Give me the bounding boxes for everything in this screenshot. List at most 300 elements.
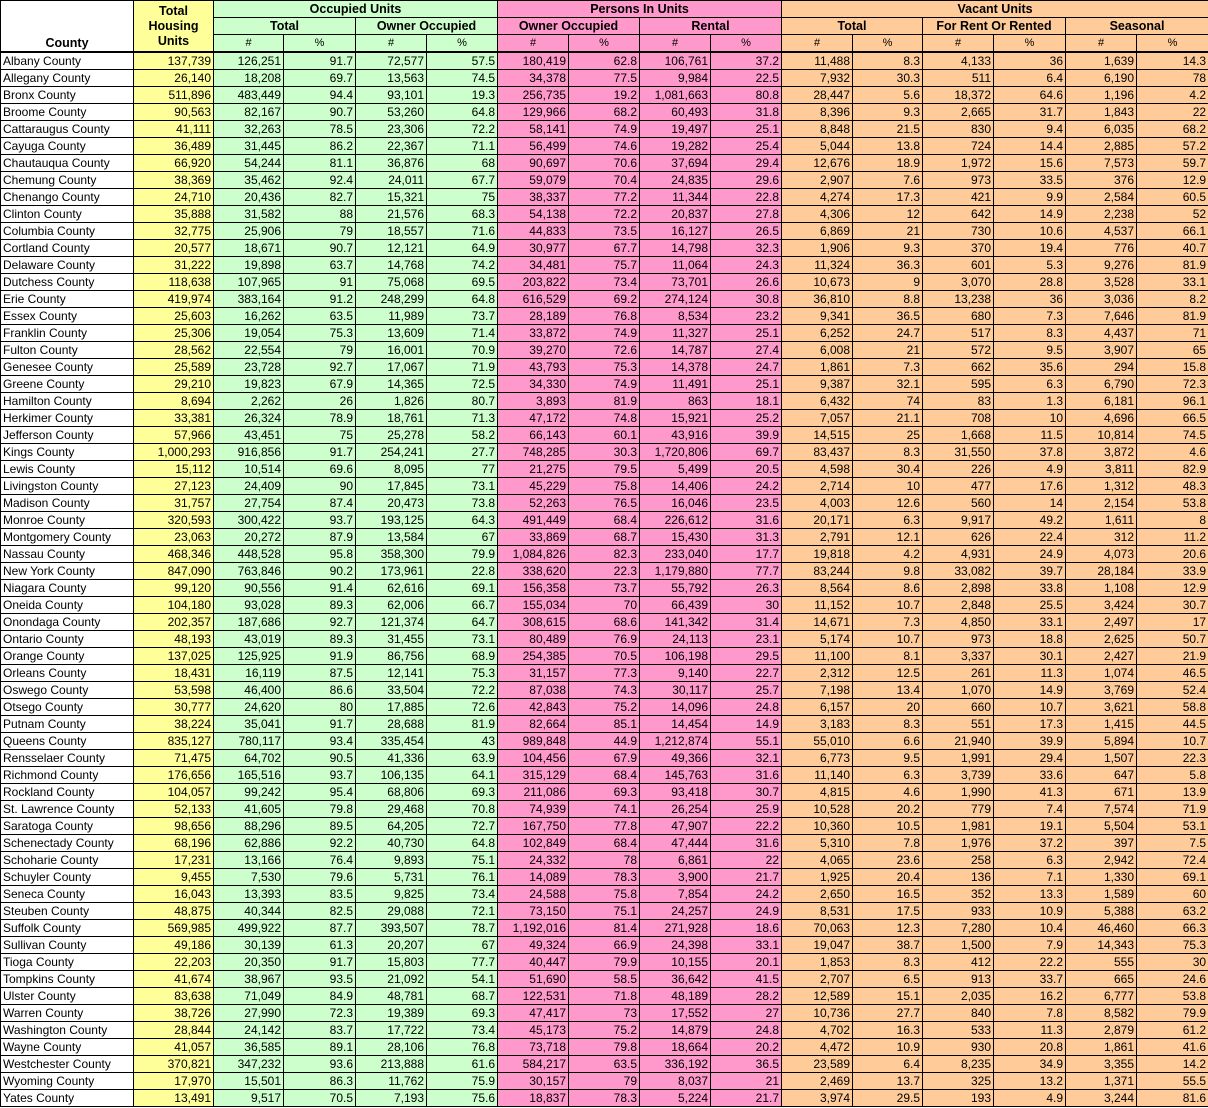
table-row xyxy=(1,648,1208,665)
table-header xyxy=(1,1,1208,53)
cell-persons-rental-percent: 29.5 xyxy=(711,648,782,665)
table-row xyxy=(1,291,1208,308)
cell-county: Monroe County xyxy=(1,512,134,529)
cell-vacant-for-rent-count: 517 xyxy=(923,325,994,342)
table-row xyxy=(1,1090,1208,1107)
cell-total-housing-units: 31,222 xyxy=(134,257,214,274)
cell-vacant-total-count: 19,818 xyxy=(782,546,853,563)
cell-persons-rental-count: 14,406 xyxy=(640,478,711,495)
table-row xyxy=(1,223,1208,240)
table-row xyxy=(1,784,1208,801)
column-count-label: # xyxy=(640,35,711,53)
table-row xyxy=(1,767,1208,784)
cell-persons-rental-percent: 23.5 xyxy=(711,495,782,512)
cell-total-housing-units: 28,562 xyxy=(134,342,214,359)
cell-vacant-for-rent-count: 226 xyxy=(923,461,994,478)
cell-total-housing-units: 41,674 xyxy=(134,971,214,988)
cell-county: Sullivan County xyxy=(1,937,134,954)
cell-vacant-seasonal-percent: 58.8 xyxy=(1137,699,1208,716)
cell-vacant-for-rent-count: 261 xyxy=(923,665,994,682)
cell-persons-rental-count: 145,763 xyxy=(640,767,711,784)
cell-persons-rental-percent: 21 xyxy=(711,1073,782,1090)
cell-persons-rental-percent: 69.7 xyxy=(711,444,782,461)
cell-occupied-total-percent: 95.8 xyxy=(284,546,356,563)
cell-persons-rental-count: 5,499 xyxy=(640,461,711,478)
cell-occupied-owner-count: 53,260 xyxy=(356,104,427,121)
cell-vacant-total-percent: 30.3 xyxy=(853,70,923,87)
cell-vacant-total-count: 7,932 xyxy=(782,70,853,87)
cell-persons-rental-count: 1,212,874 xyxy=(640,733,711,750)
cell-occupied-owner-count: 17,722 xyxy=(356,1022,427,1039)
cell-occupied-owner-percent: 69.3 xyxy=(427,1005,498,1022)
cell-county: New York County xyxy=(1,563,134,580)
cell-vacant-total-count: 1,906 xyxy=(782,240,853,257)
cell-occupied-total-percent: 87.9 xyxy=(284,529,356,546)
cell-occupied-owner-count: 20,473 xyxy=(356,495,427,512)
cell-occupied-owner-count: 13,584 xyxy=(356,529,427,546)
cell-occupied-total-count: 19,898 xyxy=(214,257,284,274)
cell-occupied-total-count: 7,530 xyxy=(214,869,284,886)
cell-county: Putnam County xyxy=(1,716,134,733)
cell-vacant-total-percent: 6.6 xyxy=(853,733,923,750)
cell-vacant-for-rent-percent: 20.8 xyxy=(994,1039,1066,1056)
cell-vacant-seasonal-count: 376 xyxy=(1066,172,1137,189)
cell-vacant-for-rent-percent: 22.4 xyxy=(994,529,1066,546)
cell-vacant-seasonal-percent: 11.2 xyxy=(1137,529,1208,546)
table-row xyxy=(1,682,1208,699)
cell-vacant-total-percent: 10.9 xyxy=(853,1039,923,1056)
cell-vacant-total-percent: 36.3 xyxy=(853,257,923,274)
cell-persons-owner-count: 38,337 xyxy=(498,189,569,206)
cell-vacant-seasonal-percent: 15.8 xyxy=(1137,359,1208,376)
cell-persons-rental-count: 14,798 xyxy=(640,240,711,257)
cell-vacant-for-rent-count: 33,082 xyxy=(923,563,994,580)
cell-occupied-owner-count: 36,876 xyxy=(356,155,427,172)
cell-persons-rental-percent: 22 xyxy=(711,852,782,869)
table-row xyxy=(1,852,1208,869)
cell-county: Tioga County xyxy=(1,954,134,971)
cell-occupied-owner-percent: 19.3 xyxy=(427,87,498,104)
cell-occupied-total-count: 187,686 xyxy=(214,614,284,631)
cell-vacant-seasonal-percent: 81.9 xyxy=(1137,257,1208,274)
cell-occupied-owner-count: 93,101 xyxy=(356,87,427,104)
cell-persons-rental-count: 30,117 xyxy=(640,682,711,699)
cell-persons-rental-percent: 29.6 xyxy=(711,172,782,189)
cell-occupied-owner-percent: 27.7 xyxy=(427,444,498,461)
cell-occupied-total-count: 36,585 xyxy=(214,1039,284,1056)
cell-occupied-owner-percent: 64.8 xyxy=(427,291,498,308)
cell-vacant-for-rent-percent: 8.3 xyxy=(994,325,1066,342)
cell-persons-owner-percent: 74.1 xyxy=(569,801,640,818)
cell-occupied-total-percent: 81.1 xyxy=(284,155,356,172)
cell-persons-rental-count: 24,835 xyxy=(640,172,711,189)
cell-occupied-owner-percent: 68.7 xyxy=(427,988,498,1005)
cell-persons-owner-percent: 74.9 xyxy=(569,325,640,342)
cell-occupied-owner-count: 5,731 xyxy=(356,869,427,886)
cell-vacant-for-rent-count: 601 xyxy=(923,257,994,274)
cell-persons-owner-count: 21,275 xyxy=(498,461,569,478)
cell-occupied-owner-percent: 81.9 xyxy=(427,716,498,733)
cell-vacant-total-percent: 23.6 xyxy=(853,852,923,869)
cell-vacant-for-rent-count: 258 xyxy=(923,852,994,869)
cell-occupied-total-percent: 61.3 xyxy=(284,937,356,954)
cell-vacant-seasonal-count: 1,861 xyxy=(1066,1039,1137,1056)
cell-vacant-seasonal-count: 3,424 xyxy=(1066,597,1137,614)
cell-vacant-for-rent-percent: 37.8 xyxy=(994,444,1066,461)
cell-vacant-seasonal-percent: 81.9 xyxy=(1137,308,1208,325)
cell-vacant-seasonal-count: 294 xyxy=(1066,359,1137,376)
cell-vacant-for-rent-count: 660 xyxy=(923,699,994,716)
cell-persons-owner-count: 30,977 xyxy=(498,240,569,257)
cell-vacant-for-rent-percent: 14 xyxy=(994,495,1066,512)
cell-persons-rental-count: 20,837 xyxy=(640,206,711,223)
cell-persons-owner-count: 1,084,826 xyxy=(498,546,569,563)
cell-vacant-seasonal-count: 3,907 xyxy=(1066,342,1137,359)
cell-vacant-seasonal-count: 1,843 xyxy=(1066,104,1137,121)
cell-occupied-total-count: 383,164 xyxy=(214,291,284,308)
cell-persons-rental-percent: 36.5 xyxy=(711,1056,782,1073)
cell-persons-owner-percent: 68.4 xyxy=(569,835,640,852)
table-row xyxy=(1,461,1208,478)
cell-occupied-owner-percent: 69.1 xyxy=(427,580,498,597)
subheader-persons-owner: Owner Occupied xyxy=(498,18,640,35)
cell-occupied-total-percent: 95.4 xyxy=(284,784,356,801)
cell-persons-rental-percent: 25.9 xyxy=(711,801,782,818)
cell-persons-rental-count: 18,664 xyxy=(640,1039,711,1056)
cell-vacant-total-percent: 6.5 xyxy=(853,971,923,988)
cell-occupied-owner-count: 15,803 xyxy=(356,954,427,971)
cell-county: Westchester County xyxy=(1,1056,134,1073)
cell-county: Clinton County xyxy=(1,206,134,223)
cell-persons-owner-count: 73,150 xyxy=(498,903,569,920)
cell-vacant-total-percent: 13.4 xyxy=(853,682,923,699)
cell-vacant-total-count: 11,100 xyxy=(782,648,853,665)
cell-county: Chemung County xyxy=(1,172,134,189)
cell-occupied-total-percent: 67.9 xyxy=(284,376,356,393)
cell-persons-rental-count: 14,378 xyxy=(640,359,711,376)
cell-occupied-owner-percent: 77 xyxy=(427,461,498,478)
cell-persons-owner-count: 155,034 xyxy=(498,597,569,614)
cell-vacant-total-count: 6,432 xyxy=(782,393,853,410)
cell-occupied-total-percent: 87.5 xyxy=(284,665,356,682)
cell-persons-owner-count: 90,697 xyxy=(498,155,569,172)
cell-occupied-owner-count: 62,616 xyxy=(356,580,427,597)
cell-vacant-seasonal-percent: 82.9 xyxy=(1137,461,1208,478)
cell-occupied-total-percent: 69.6 xyxy=(284,461,356,478)
cell-persons-owner-count: 122,531 xyxy=(498,988,569,1005)
cell-vacant-seasonal-count: 1,415 xyxy=(1066,716,1137,733)
cell-vacant-seasonal-count: 1,312 xyxy=(1066,478,1137,495)
cell-occupied-total-percent: 69.7 xyxy=(284,70,356,87)
cell-vacant-seasonal-percent: 30.7 xyxy=(1137,597,1208,614)
cell-occupied-total-count: 165,516 xyxy=(214,767,284,784)
cell-vacant-seasonal-percent: 72.3 xyxy=(1137,376,1208,393)
cell-vacant-total-count: 36,810 xyxy=(782,291,853,308)
cell-persons-rental-count: 16,127 xyxy=(640,223,711,240)
cell-total-housing-units: 511,896 xyxy=(134,87,214,104)
cell-vacant-for-rent-percent: 49.2 xyxy=(994,512,1066,529)
cell-persons-rental-percent: 77.7 xyxy=(711,563,782,580)
table-row xyxy=(1,1005,1208,1022)
cell-total-housing-units: 176,656 xyxy=(134,767,214,784)
cell-vacant-total-count: 8,564 xyxy=(782,580,853,597)
cell-persons-rental-count: 47,444 xyxy=(640,835,711,852)
cell-vacant-for-rent-percent: 24.9 xyxy=(994,546,1066,563)
cell-vacant-seasonal-percent: 4.6 xyxy=(1137,444,1208,461)
cell-vacant-seasonal-count: 2,154 xyxy=(1066,495,1137,512)
cell-vacant-seasonal-count: 3,244 xyxy=(1066,1090,1137,1107)
cell-occupied-owner-count: 358,300 xyxy=(356,546,427,563)
cell-vacant-seasonal-count: 3,355 xyxy=(1066,1056,1137,1073)
cell-county: Schuyler County xyxy=(1,869,134,886)
cell-vacant-seasonal-count: 6,181 xyxy=(1066,393,1137,410)
cell-county: Livingston County xyxy=(1,478,134,495)
cell-persons-rental-count: 15,430 xyxy=(640,529,711,546)
cell-occupied-owner-percent: 71.3 xyxy=(427,410,498,427)
cell-vacant-total-count: 11,488 xyxy=(782,52,853,70)
cell-vacant-for-rent-percent: 1.3 xyxy=(994,393,1066,410)
cell-persons-rental-count: 24,398 xyxy=(640,937,711,954)
cell-vacant-total-count: 3,183 xyxy=(782,716,853,733)
cell-persons-rental-percent: 25.2 xyxy=(711,410,782,427)
cell-vacant-for-rent-count: 3,337 xyxy=(923,648,994,665)
cell-persons-owner-percent: 75.2 xyxy=(569,1022,640,1039)
cell-total-housing-units: 1,000,293 xyxy=(134,444,214,461)
cell-vacant-seasonal-count: 3,872 xyxy=(1066,444,1137,461)
cell-vacant-for-rent-count: 933 xyxy=(923,903,994,920)
cell-persons-rental-count: 17,552 xyxy=(640,1005,711,1022)
cell-total-housing-units: 26,140 xyxy=(134,70,214,87)
column-percent-label: % xyxy=(853,35,923,53)
cell-persons-rental-count: 37,694 xyxy=(640,155,711,172)
cell-persons-rental-count: 5,224 xyxy=(640,1090,711,1107)
cell-vacant-seasonal-count: 1,371 xyxy=(1066,1073,1137,1090)
cell-county: Greene County xyxy=(1,376,134,393)
cell-vacant-for-rent-percent: 10.7 xyxy=(994,699,1066,716)
cell-vacant-for-rent-count: 595 xyxy=(923,376,994,393)
cell-persons-rental-count: 336,192 xyxy=(640,1056,711,1073)
cell-vacant-total-percent: 15.1 xyxy=(853,988,923,1005)
cell-vacant-total-count: 11,324 xyxy=(782,257,853,274)
cell-persons-owner-count: 52,263 xyxy=(498,495,569,512)
cell-occupied-owner-percent: 69.3 xyxy=(427,784,498,801)
cell-occupied-total-count: 107,965 xyxy=(214,274,284,291)
table-row xyxy=(1,52,1208,70)
cell-county: Oswego County xyxy=(1,682,134,699)
table-row xyxy=(1,716,1208,733)
cell-vacant-total-count: 2,714 xyxy=(782,478,853,495)
cell-occupied-owner-count: 29,468 xyxy=(356,801,427,818)
cell-vacant-total-count: 1,861 xyxy=(782,359,853,376)
cell-vacant-for-rent-count: 31,550 xyxy=(923,444,994,461)
cell-county: Dutchess County xyxy=(1,274,134,291)
cell-total-housing-units: 419,974 xyxy=(134,291,214,308)
cell-vacant-seasonal-count: 776 xyxy=(1066,240,1137,257)
cell-persons-owner-percent: 75.3 xyxy=(569,359,640,376)
cell-vacant-seasonal-percent: 74.5 xyxy=(1137,427,1208,444)
cell-persons-owner-percent: 76.8 xyxy=(569,308,640,325)
cell-vacant-total-percent: 32.1 xyxy=(853,376,923,393)
cell-vacant-for-rent-count: 973 xyxy=(923,172,994,189)
cell-occupied-owner-percent: 69.5 xyxy=(427,274,498,291)
cell-vacant-seasonal-count: 5,894 xyxy=(1066,733,1137,750)
cell-occupied-total-count: 64,702 xyxy=(214,750,284,767)
cell-persons-owner-count: 308,615 xyxy=(498,614,569,631)
cell-occupied-owner-count: 7,193 xyxy=(356,1090,427,1107)
cell-vacant-total-percent: 9.8 xyxy=(853,563,923,580)
cell-persons-owner-count: 45,229 xyxy=(498,478,569,495)
table-row xyxy=(1,478,1208,495)
cell-occupied-owner-count: 19,389 xyxy=(356,1005,427,1022)
cell-vacant-total-percent: 12.3 xyxy=(853,920,923,937)
cell-county: Seneca County xyxy=(1,886,134,903)
cell-vacant-seasonal-count: 10,814 xyxy=(1066,427,1137,444)
cell-persons-owner-count: 1,192,016 xyxy=(498,920,569,937)
cell-occupied-total-percent: 92.4 xyxy=(284,172,356,189)
cell-persons-rental-percent: 31.8 xyxy=(711,104,782,121)
cell-vacant-seasonal-count: 4,437 xyxy=(1066,325,1137,342)
cell-persons-owner-percent: 75.2 xyxy=(569,699,640,716)
cell-total-housing-units: 847,090 xyxy=(134,563,214,580)
cell-total-housing-units: 9,455 xyxy=(134,869,214,886)
cell-occupied-owner-percent: 72.2 xyxy=(427,682,498,699)
cell-total-housing-units: 41,057 xyxy=(134,1039,214,1056)
cell-occupied-owner-count: 18,761 xyxy=(356,410,427,427)
cell-persons-rental-percent: 31.3 xyxy=(711,529,782,546)
cell-occupied-total-count: 23,728 xyxy=(214,359,284,376)
cell-total-housing-units: 29,210 xyxy=(134,376,214,393)
cell-vacant-for-rent-count: 370 xyxy=(923,240,994,257)
cell-vacant-for-rent-percent: 33.6 xyxy=(994,767,1066,784)
cell-vacant-seasonal-count: 1,108 xyxy=(1066,580,1137,597)
cell-occupied-owner-percent: 77.7 xyxy=(427,954,498,971)
cell-persons-rental-count: 271,928 xyxy=(640,920,711,937)
cell-vacant-total-percent: 29.5 xyxy=(853,1090,923,1107)
cell-occupied-total-count: 31,445 xyxy=(214,138,284,155)
cell-persons-rental-percent: 24.9 xyxy=(711,903,782,920)
cell-persons-owner-percent: 77.3 xyxy=(569,665,640,682)
cell-vacant-for-rent-percent: 25.5 xyxy=(994,597,1066,614)
cell-occupied-total-percent: 90.2 xyxy=(284,563,356,580)
cell-vacant-seasonal-percent: 66.5 xyxy=(1137,410,1208,427)
table-row xyxy=(1,1022,1208,1039)
cell-vacant-for-rent-percent: 14.9 xyxy=(994,206,1066,223)
cell-persons-owner-percent: 73.5 xyxy=(569,223,640,240)
cell-occupied-owner-count: 9,825 xyxy=(356,886,427,903)
cell-total-housing-units: 57,966 xyxy=(134,427,214,444)
cell-occupied-total-percent: 92.7 xyxy=(284,359,356,376)
cell-vacant-total-percent: 8.3 xyxy=(853,954,923,971)
cell-county: Jefferson County xyxy=(1,427,134,444)
column-percent-label: % xyxy=(994,35,1066,53)
cell-vacant-seasonal-count: 1,074 xyxy=(1066,665,1137,682)
cell-vacant-seasonal-percent: 44.5 xyxy=(1137,716,1208,733)
cell-persons-owner-percent: 77.2 xyxy=(569,189,640,206)
cell-persons-owner-percent: 63.5 xyxy=(569,1056,640,1073)
cell-vacant-total-count: 10,736 xyxy=(782,1005,853,1022)
cell-vacant-for-rent-count: 724 xyxy=(923,138,994,155)
cell-vacant-seasonal-count: 46,460 xyxy=(1066,920,1137,937)
cell-persons-rental-count: 16,046 xyxy=(640,495,711,512)
cell-persons-owner-percent: 79.9 xyxy=(569,954,640,971)
cell-occupied-owner-count: 335,454 xyxy=(356,733,427,750)
cell-occupied-total-percent: 89.5 xyxy=(284,818,356,835)
cell-occupied-total-percent: 63.5 xyxy=(284,308,356,325)
cell-persons-rental-count: 26,254 xyxy=(640,801,711,818)
table-row xyxy=(1,529,1208,546)
cell-vacant-total-count: 4,065 xyxy=(782,852,853,869)
cell-vacant-total-count: 14,515 xyxy=(782,427,853,444)
header-total-housing-line: Units xyxy=(157,33,190,48)
cell-vacant-total-percent: 10.7 xyxy=(853,597,923,614)
cell-persons-owner-percent: 70.6 xyxy=(569,155,640,172)
cell-persons-rental-percent: 25.4 xyxy=(711,138,782,155)
cell-persons-owner-count: 56,499 xyxy=(498,138,569,155)
cell-occupied-total-percent: 82.7 xyxy=(284,189,356,206)
cell-persons-rental-count: 9,140 xyxy=(640,665,711,682)
cell-occupied-total-count: 88,296 xyxy=(214,818,284,835)
cell-vacant-total-count: 83,437 xyxy=(782,444,853,461)
cell-persons-rental-count: 106,198 xyxy=(640,648,711,665)
cell-persons-owner-count: 156,358 xyxy=(498,580,569,597)
cell-vacant-for-rent-count: 840 xyxy=(923,1005,994,1022)
cell-vacant-for-rent-percent: 19.1 xyxy=(994,818,1066,835)
table-row xyxy=(1,342,1208,359)
cell-vacant-for-rent-count: 4,850 xyxy=(923,614,994,631)
cell-persons-rental-count: 7,854 xyxy=(640,886,711,903)
cell-persons-rental-percent: 30 xyxy=(711,597,782,614)
cell-county: Albany County xyxy=(1,52,134,70)
cell-vacant-for-rent-count: 325 xyxy=(923,1073,994,1090)
cell-vacant-for-rent-count: 352 xyxy=(923,886,994,903)
cell-persons-rental-percent: 26.3 xyxy=(711,580,782,597)
cell-vacant-seasonal-count: 647 xyxy=(1066,767,1137,784)
cell-occupied-total-count: 82,167 xyxy=(214,104,284,121)
cell-vacant-for-rent-percent: 7.4 xyxy=(994,801,1066,818)
cell-vacant-total-count: 55,010 xyxy=(782,733,853,750)
cell-occupied-owner-percent: 71.6 xyxy=(427,223,498,240)
cell-persons-owner-count: 47,172 xyxy=(498,410,569,427)
cell-occupied-owner-count: 41,336 xyxy=(356,750,427,767)
cell-vacant-total-percent: 4.6 xyxy=(853,784,923,801)
cell-vacant-total-count: 70,063 xyxy=(782,920,853,937)
cell-occupied-total-percent: 89.3 xyxy=(284,597,356,614)
cell-county: Madison County xyxy=(1,495,134,512)
cell-occupied-owner-count: 17,885 xyxy=(356,699,427,716)
cell-occupied-total-count: 43,019 xyxy=(214,631,284,648)
cell-vacant-seasonal-count: 4,696 xyxy=(1066,410,1137,427)
cell-vacant-for-rent-count: 7,280 xyxy=(923,920,994,937)
cell-occupied-owner-percent: 72.2 xyxy=(427,121,498,138)
cell-total-housing-units: 53,598 xyxy=(134,682,214,699)
cell-persons-owner-count: 748,285 xyxy=(498,444,569,461)
cell-persons-owner-count: 34,378 xyxy=(498,70,569,87)
cell-vacant-total-count: 83,244 xyxy=(782,563,853,580)
cell-vacant-seasonal-percent: 53.8 xyxy=(1137,495,1208,512)
cell-occupied-owner-percent: 73.1 xyxy=(427,478,498,495)
cell-persons-rental-percent: 25.1 xyxy=(711,325,782,342)
cell-persons-owner-percent: 78 xyxy=(569,852,640,869)
cell-occupied-owner-percent: 75 xyxy=(427,189,498,206)
cell-vacant-for-rent-count: 572 xyxy=(923,342,994,359)
cell-persons-rental-percent: 25.1 xyxy=(711,121,782,138)
cell-persons-owner-percent: 81.4 xyxy=(569,920,640,937)
cell-vacant-for-rent-count: 1,500 xyxy=(923,937,994,954)
cell-vacant-for-rent-count: 973 xyxy=(923,631,994,648)
cell-occupied-owner-count: 17,067 xyxy=(356,359,427,376)
cell-vacant-seasonal-percent: 71 xyxy=(1137,325,1208,342)
cell-county: Wayne County xyxy=(1,1039,134,1056)
